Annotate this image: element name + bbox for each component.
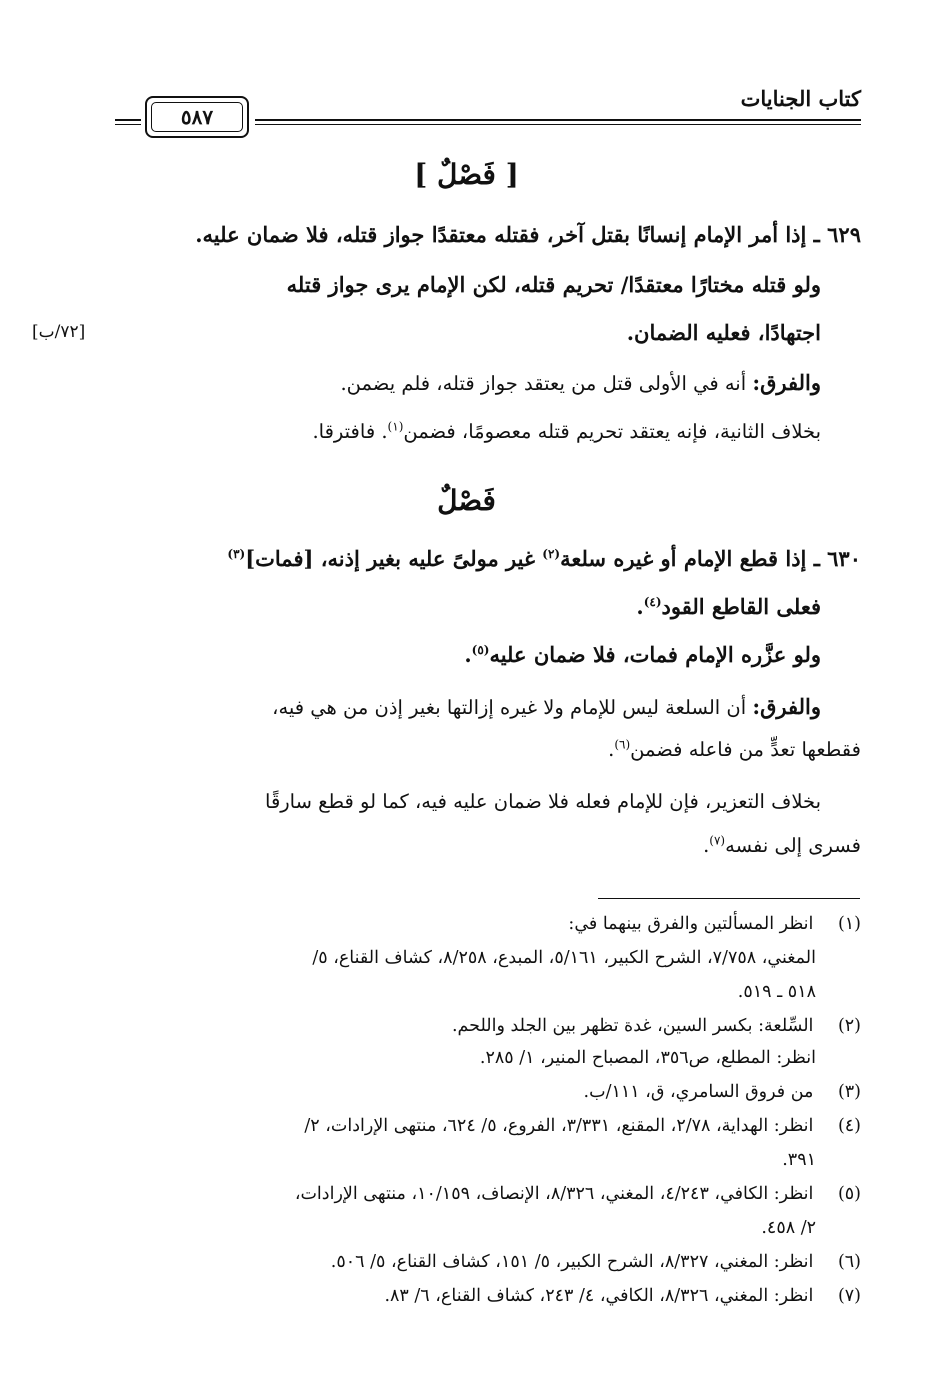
footnote-5-line-2: ٢/ ٤٥٨. [761, 1218, 816, 1238]
footnote-ref-6[interactable]: (٦) [614, 737, 631, 752]
contrast-text: بخلاف الثانية، فإنه يعتقد تحريم قتله معصومًا، فضمن [403, 420, 821, 443]
issue-630-text-c: فعلى القاطع القود [661, 594, 821, 619]
difference-629 [340, 370, 821, 395]
manuscript-folio-note: [٧٢/ب] [32, 322, 86, 342]
footnote-1-line-3: ٥١٨ ـ ٥١٩. [737, 982, 816, 1002]
footnote-4 [304, 1116, 861, 1136]
footnote-text: انظر: الكافي، ٤/٢٤٣، المغني، ٨/٣٢٦، الإنصاف، ١٠/١٥٩، منتهى الإرادات، [294, 1184, 814, 1204]
issue-630-text-a: ٦٣٠ ـ إذا قطع الإمام أو غيره سلعة [560, 546, 861, 571]
section-heading-1: [ فَصْلٌ ] [414, 158, 519, 191]
difference-text-2: أن السلعة ليس للإمام ولا غيره إزالتها بغير إذن من هي فيه، [272, 696, 753, 719]
footnote-6 [331, 1252, 861, 1272]
issue-630-tail: . [636, 594, 644, 619]
issue-630-variant [464, 642, 821, 667]
issue-630-line-2 [636, 594, 821, 619]
footnote-number: (٣) [837, 1082, 861, 1102]
contrast-tail: . فافترقا. [312, 420, 388, 443]
page-header [115, 78, 861, 128]
footnote-number: (٧) [837, 1286, 861, 1306]
footnote-number: (٦) [837, 1252, 861, 1272]
footnote-5 [295, 1184, 861, 1204]
issue-630-variant-tail: . [464, 642, 472, 667]
footnote-ref-1[interactable]: (١) [387, 419, 404, 434]
page-number: ٥٨٧ [180, 105, 214, 129]
difference-text: أنه في الأولى قتل من يعتقد جواز قتله، فلم يضمن. [340, 372, 753, 395]
difference-text-2b: فقطعها تعدٍّ من فاعله فضمن [630, 738, 861, 761]
contrast-630-line-1: بخلاف التعزير، فإن للإمام فعله فلا ضمان عليه فيه، كما لو قطع سارقًا [265, 790, 821, 813]
header-rule-left [115, 119, 141, 121]
header-rule [255, 119, 861, 121]
footnote-separator [598, 898, 860, 899]
header-rule-thin [255, 124, 861, 125]
difference-label: والفرق: [752, 370, 821, 395]
footnote-text: السِّلعة: بكسر السين، غدة تظهر بين الجلد واللحم. [451, 1016, 814, 1036]
footnote-number: (٥) [837, 1184, 861, 1204]
difference-630-line-1 [272, 694, 821, 719]
footnote-3 [584, 1082, 861, 1102]
issue-629-variant-line-1: ولو قتله مختارًا معتقدًا/ تحريم قتله، لكن الإمام يرى جواز قتله [286, 272, 821, 297]
difference-label-2: والفرق: [752, 694, 821, 719]
issue-630-line-1 [227, 546, 861, 571]
issue-630-text-b: غير مولىً عليه بغير إذنه، [فمات] [245, 546, 543, 571]
contrast-630-line-2 [703, 834, 861, 857]
difference-630-line-2 [608, 738, 861, 761]
contrast-629 [312, 420, 821, 443]
contrast-tail-2: . [703, 834, 710, 857]
footnote-4-line-2: ٣٩١. [782, 1150, 816, 1170]
issue-630-variant-text: ولو عزَّره الإمام فمات، فلا ضمان عليه [489, 642, 821, 667]
section-heading-2: فَصْلٌ [437, 484, 496, 517]
footnote-ref-7[interactable]: (٧) [709, 833, 726, 848]
difference-tail-2: . [608, 738, 615, 761]
footnote-1 [568, 914, 861, 934]
footnote-2-line-2: انظر: المطلع، ص٣٥٦، المصباح المنير، ١/ ٢٨٥. [479, 1048, 816, 1068]
footnote-number: (٤) [837, 1116, 861, 1136]
footnote-ref-3[interactable]: (٣) [227, 547, 246, 561]
footnote-ref-2[interactable]: (٢) [542, 547, 561, 561]
footnote-number: (١) [837, 914, 861, 934]
footnote-text: انظر المسألتين والفرق بينهما في: [568, 914, 814, 934]
footnote-text: انظر: الهداية، ٢/٧٨، المقنع، ٣/٣٣١، الفروع، ٥/ ٦٢٤، منتهى الإرادات، ٢/ [304, 1116, 814, 1136]
footnote-2 [452, 1016, 861, 1036]
footnote-text: انظر: المغني، ٨/٣٢٧، الشرح الكبير، ٥/ ١٥١، كشاف القناع، ٥/ ٥٠٦. [330, 1252, 814, 1272]
contrast-text-2: فسرى إلى نفسه [725, 834, 861, 857]
footnote-text: من فروق السامري، ق، ١١١/ب. [583, 1082, 814, 1102]
footnote-ref-5[interactable]: (٥) [471, 643, 490, 657]
footnote-number: (٢) [837, 1016, 861, 1036]
footnote-1-line-2: المغني، ٧/٧٥٨، الشرح الكبير، ٥/١٦١، المبدع، ٨/٢٥٨، كشاف القناع، ٥/ [312, 948, 816, 968]
page-number-badge [145, 96, 249, 138]
footnote-7 [384, 1286, 861, 1306]
issue-629-line-1: ٦٢٩ ـ إذا أمر الإمام إنسانًا بقتل آخر، فقتله معتقدًا جواز قتله، فلا ضمان عليه. [195, 222, 861, 247]
book-title: كتاب الجنايات [740, 86, 861, 111]
footnote-text: انظر: المغني، ٨/٣٢٦، الكافي، ٤/ ٢٤٣، كشاف القناع، ٦/ ٨٣. [384, 1286, 814, 1306]
footnote-ref-4[interactable]: (٤) [643, 595, 662, 609]
issue-629-variant-line-2: اجتهادًا، فعليه الضمان. [626, 320, 821, 345]
header-rule-left-thin [115, 124, 141, 125]
